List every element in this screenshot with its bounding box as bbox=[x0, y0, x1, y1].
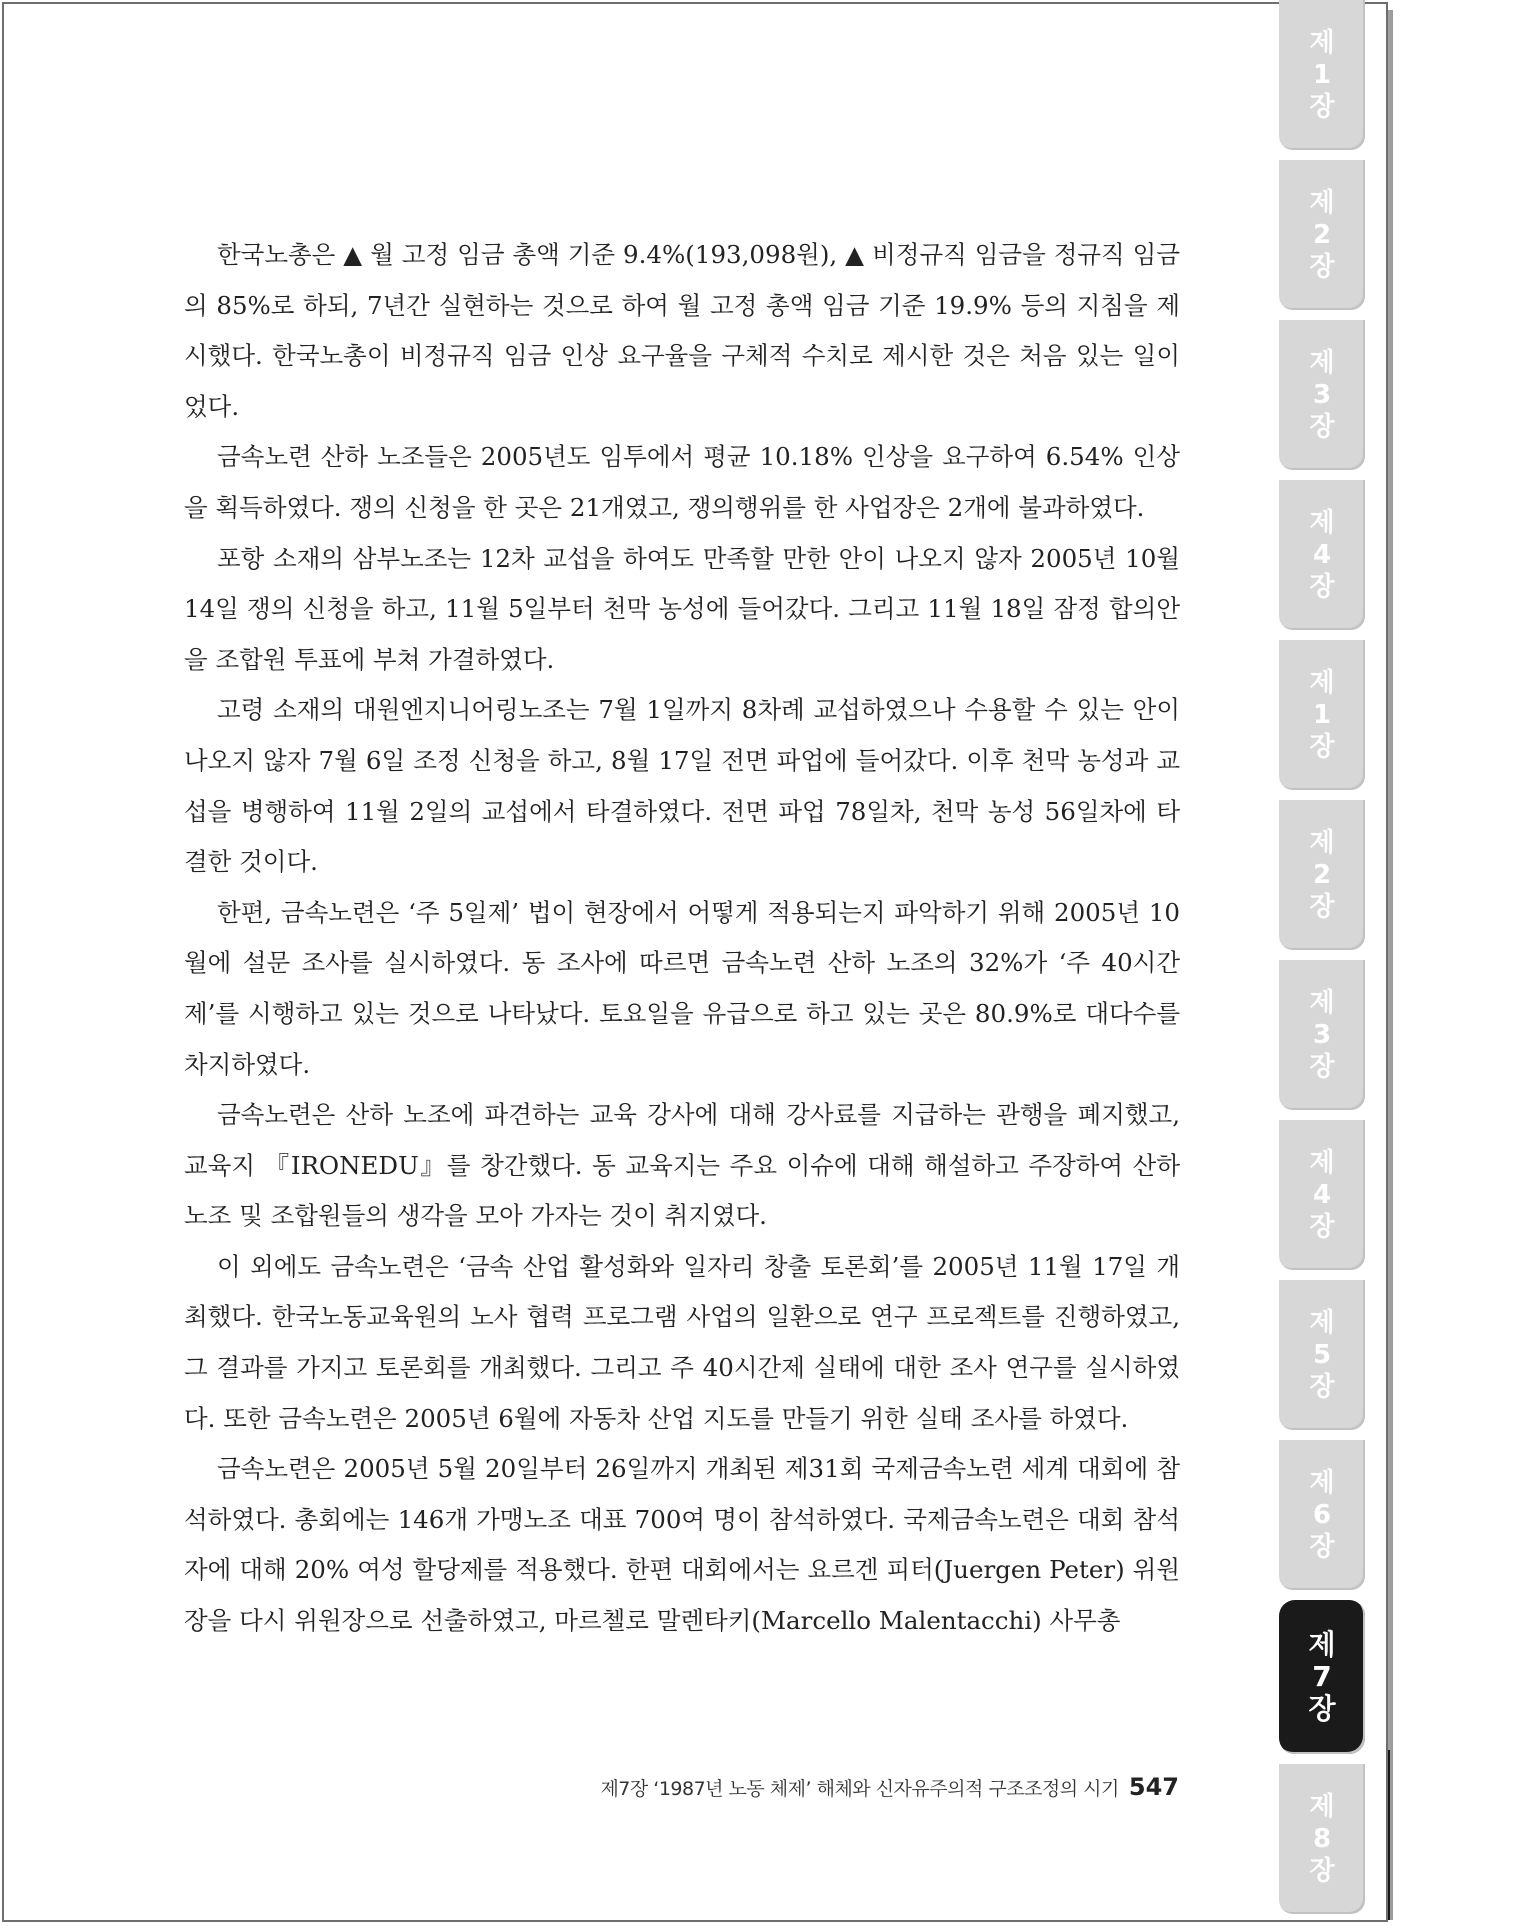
tab-char: 제 bbox=[1309, 668, 1335, 698]
tab-char: 제 bbox=[1309, 1308, 1335, 1338]
tab-char: 장 bbox=[1309, 732, 1335, 762]
tab-char: 제 bbox=[1309, 1792, 1335, 1822]
tab-char: 제 bbox=[1309, 988, 1335, 1018]
chapter-tab-1[interactable] bbox=[1279, 0, 1365, 150]
paragraph: 금속노련은 산하 노조에 파견하는 교육 강사에 대해 강사료를 지급하는 관행을 폐지했고, 교육지 『IRONEDU』를 창간했다. 동 교육지는 주요 이슈에 대해 해설하고 주장하여 산하 노조 및 조합원들의 생각을 모아 가자는 것이 취지였다. bbox=[184, 1100, 1180, 1231]
chapter-tab-3[interactable] bbox=[1279, 320, 1365, 470]
tab-char: 장 bbox=[1309, 892, 1335, 922]
tab-number: 4 bbox=[1312, 1180, 1332, 1210]
chapter-tab-7[interactable] bbox=[1279, 960, 1365, 1110]
tab-char: 제 bbox=[1309, 508, 1335, 538]
tab-char: 장 bbox=[1309, 1856, 1335, 1886]
paragraph: 금속노련 산하 노조들은 2005년도 임투에서 평균 10.18% 인상을 요구하여 6.54% 인상을 획득하였다. 쟁의 신청을 한 곳은 21개였고, 쟁의행위를 한 사업장은 2개에 불과하였다. bbox=[184, 442, 1180, 522]
chapter-tab-8[interactable] bbox=[1279, 1120, 1365, 1270]
page-footer bbox=[600, 1773, 1179, 1801]
running-title: 제7장 ‘1987년 노동 체제’ 해체와 신자유주의적 구조조정의 시기 bbox=[600, 1778, 1119, 1800]
tab-number: 2 bbox=[1312, 220, 1332, 250]
chapter-tab-10[interactable] bbox=[1279, 1440, 1365, 1590]
tab-char: 장 bbox=[1308, 1692, 1336, 1725]
chapter-tab-active[interactable] bbox=[1279, 1600, 1365, 1754]
tab-char: 제 bbox=[1308, 1628, 1336, 1661]
tab-char: 제 bbox=[1309, 348, 1335, 378]
tab-char: 제 bbox=[1309, 1148, 1335, 1178]
tab-char: 장 bbox=[1309, 572, 1335, 602]
paragraph: 이 외에도 금속노련은 ‘금속 산업 활성화와 일자리 창출 토론회’를 2005년 11월 17일 개최했다. 한국노동교육원의 노사 협력 프로그램 사업의 일환으로 연구 프로젝트를 진행하였고, 그 결과를 가지고 토론회를 개최했다. 그리고 주 40시간제 실태에 대한 조사 연구를 실시하였다. 또한 금속노련은 2005년 6월에 자동차 산업 지도를 만들기 위한 실태 조사를 하였다. bbox=[184, 1251, 1180, 1433]
tab-char: 장 bbox=[1309, 1372, 1335, 1402]
tab-char: 장 bbox=[1309, 1212, 1335, 1242]
chapter-tab-12[interactable] bbox=[1279, 1764, 1365, 1914]
tab-char: 제 bbox=[1309, 828, 1335, 858]
body-text bbox=[184, 230, 1180, 1647]
tab-number: 5 bbox=[1312, 1340, 1332, 1370]
paragraph: 금속노련은 2005년 5월 20일부터 26일까지 개최된 제31회 국제금속노련 세계 대회에 참석하였다. 총회에는 146개 가맹노조 대표 700여 명이 참석하였다. 국제금속노련은 대회 참석자에 대해 20% 여성 할당제를 적용했다. 한편 대회에서는 요르겐 피터(Juergen Peter) 위원장을 다시 위원장으로 선출하였고, 마르첼로 말렌타키(Marcello Malentacchi) 사무총 bbox=[184, 1454, 1180, 1636]
paragraph: 고령 소재의 대원엔지니어링노조는 7월 1일까지 8차례 교섭하였으나 수용할 수 있는 안이 나오지 않자 7월 6일 조정 신청을 하고, 8월 17일 전면 파업에 들어갔다. 이후 천막 농성과 교섭을 병행하여 11월 2일의 교섭에서 타결하였다. 전면 파업 78일차, 천막 농성 56일차에 타결한 것이다. bbox=[184, 695, 1180, 877]
chapter-tab-2[interactable] bbox=[1279, 160, 1365, 310]
tab-char: 장 bbox=[1309, 252, 1335, 282]
chapter-tab-6[interactable] bbox=[1279, 800, 1365, 950]
tab-number: 8 bbox=[1312, 1824, 1332, 1854]
tab-char: 제 bbox=[1309, 28, 1335, 58]
tab-number: 3 bbox=[1312, 380, 1332, 410]
tab-number: 3 bbox=[1312, 1020, 1332, 1050]
tab-number: 6 bbox=[1312, 1500, 1332, 1530]
tab-char: 장 bbox=[1309, 412, 1335, 442]
tab-number: 1 bbox=[1312, 60, 1332, 90]
tab-number: 1 bbox=[1312, 700, 1332, 730]
tab-char: 제 bbox=[1309, 1468, 1335, 1498]
paragraph: 포항 소재의 삼부노조는 12차 교섭을 하여도 만족할 만한 안이 나오지 않자 2005년 10월 14일 쟁의 신청을 하고, 11월 5일부터 천막 농성에 들어갔다. 그리고 11월 18일 잠정 합의안을 조합원 투표에 부쳐 가결하였다. bbox=[184, 543, 1180, 674]
chapter-tab-4[interactable] bbox=[1279, 480, 1365, 630]
tab-number: 7 bbox=[1312, 1660, 1332, 1693]
tab-char: 제 bbox=[1309, 188, 1335, 218]
tab-number: 4 bbox=[1312, 540, 1332, 570]
page-number: 547 bbox=[1128, 1773, 1179, 1801]
paragraph: 한편, 금속노련은 ‘주 5일제’ 법이 현장에서 어떻게 적용되는지 파악하기 위해 2005년 10월에 설문 조사를 실시하였다. 동 조사에 따르면 금속노련 산하 노조의 32%가 ‘주 40시간제’를 시행하고 있는 것으로 나타났다. 토요일을 유급으로 하고 있는 곳은 80.9%로 대다수를 차지하였다. bbox=[184, 897, 1180, 1079]
tab-char: 장 bbox=[1309, 1532, 1335, 1562]
tab-number: 2 bbox=[1312, 860, 1332, 890]
chapter-tab-5[interactable] bbox=[1279, 640, 1365, 790]
paragraph: 한국노총은 ▲ 월 고정 임금 총액 기준 9.4%(193,098원), ▲ 비정규직 임금을 정규직 임금의 85%로 하되, 7년간 실현하는 것으로 하여 월 고정 총액 임금 기준 19.9% 등의 지침을 제시했다. 한국노총이 비정규직 임금 인상 요구율을 구체적 수치로 제시한 것은 처음 있는 일이었다. bbox=[184, 240, 1180, 421]
tab-char: 장 bbox=[1309, 1052, 1335, 1082]
tab-char: 장 bbox=[1309, 92, 1335, 122]
chapter-tab-9[interactable] bbox=[1279, 1280, 1365, 1430]
